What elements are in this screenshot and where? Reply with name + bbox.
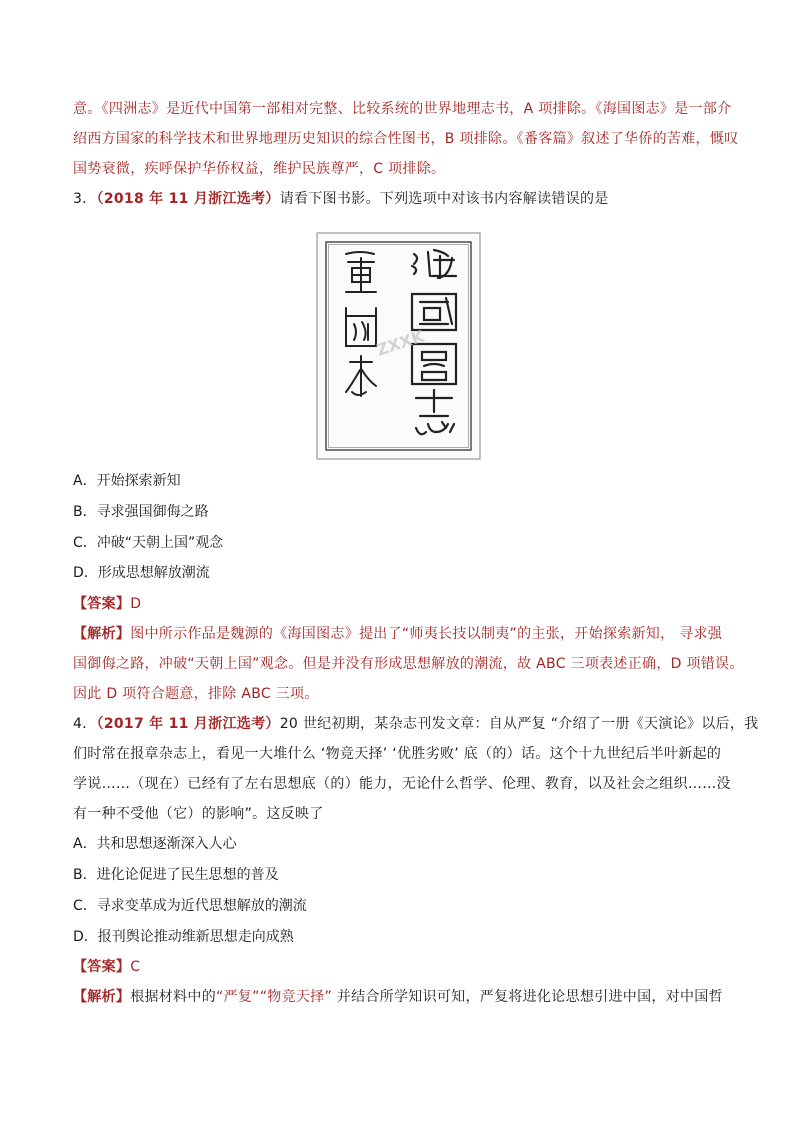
q2-analysis-tail [73, 94, 739, 184]
answer-value: C [130, 959, 141, 976]
book-cover-figure [73, 232, 723, 462]
option-b: B．寻求强国御侮之路 [73, 503, 209, 520]
analysis-label: 【解析】 [73, 989, 131, 1006]
option-c: C．寻求变革成为近代思想解放的潮流 [73, 897, 307, 914]
question-4-analysis [73, 982, 723, 1012]
option-b: B．进化论促进了民生思想的普及 [73, 866, 279, 883]
question-3-analysis [73, 619, 744, 709]
watermark-text: ZXXK [374, 326, 427, 360]
analysis-line: 因此 D 项符合题意，排除 ABC 三项。 [73, 686, 319, 703]
question-number: 4． [73, 716, 97, 733]
answer-label: 【答案】 [73, 596, 131, 613]
analysis-text: 图中所示作品是魏源的《海国图志》提出了“师夷长技以制夷”的主张，开始探索新知， 寻求强 [130, 626, 723, 643]
analysis-line: 绍西方国家的科学技术和世界地理历史知识的综合性图书，B 项排除。《番客篇》叙述了华侨的苦难，慨叹 [73, 131, 739, 147]
question-4-answer [73, 952, 723, 982]
document-page [73, 94, 759, 1012]
question-3-answer [73, 589, 723, 619]
option-a: A．开始探索新知 [73, 473, 181, 489]
question-3-stem [73, 184, 723, 214]
option-a: A．共和思想逐渐深入人心 [73, 836, 237, 853]
question-3-options [73, 466, 723, 589]
analysis-line: 意。《四洲志》是近代中国第一部相对完整、比较系统的世界地理志书，A 项排除。《海国图志》是一部介 [73, 101, 732, 117]
question-number: 3． [73, 191, 97, 207]
stem-line: 们时常在报章杂志上，看见一大堆什么 ‘物竞天择’ ‘优胜劣败’ 底（的）话。这个十九世纪后半叶新起的 [73, 746, 722, 763]
analysis-line: 国御侮之路，冲破“天朝上国”观念。但是并没有形成思想解放的潮流，故 ABC 三项表述正确，D 项错误。 [73, 656, 744, 673]
question-4-stem [73, 709, 759, 829]
option-d: D．报刊舆论推动维新思想走向成熟 [73, 928, 294, 945]
question-source: （2017 年 11 月浙江选考） [96, 716, 280, 733]
analysis-text: 并结合所学知识可知，严复将进化论思想引进中国，对中国哲 [332, 989, 723, 1006]
answer-value: D [130, 596, 142, 613]
stem-line: 有一种不受他（它）的影响”。这反映了 [73, 806, 324, 823]
answer-label: 【答案】 [73, 959, 131, 976]
stem-line: 学说……（现在）已经有了左右思想底（的）能力，无论什么哲学、伦理、教育，以及社会之组织……没 [73, 776, 731, 793]
analysis-text: 根据材料中的 [130, 989, 217, 1006]
question-text: 请看下图书影。下列选项中对该书内容解读错误的是 [279, 191, 609, 207]
stem-line [73, 709, 759, 739]
option-d: D．形成思想解放潮流 [73, 565, 210, 582]
book-cover-image [316, 232, 481, 460]
question-4-options [73, 829, 723, 952]
analysis-quote: “严复”“物竞天择” [216, 989, 333, 1006]
option-c: C．冲破“天朝上国”观念 [73, 534, 224, 551]
analysis-line: 国势衰微，疾呼保护华侨权益，维护民族尊严，C 项排除。 [73, 161, 446, 177]
analysis-label: 【解析】 [73, 626, 131, 643]
analysis-line [73, 619, 723, 649]
question-text: 20 世纪初期，某杂志刊发文章：自从严复 “介绍了一册《天演论》以后，我 [279, 716, 759, 733]
question-source: （2018 年 11 月浙江选考） [96, 191, 280, 207]
